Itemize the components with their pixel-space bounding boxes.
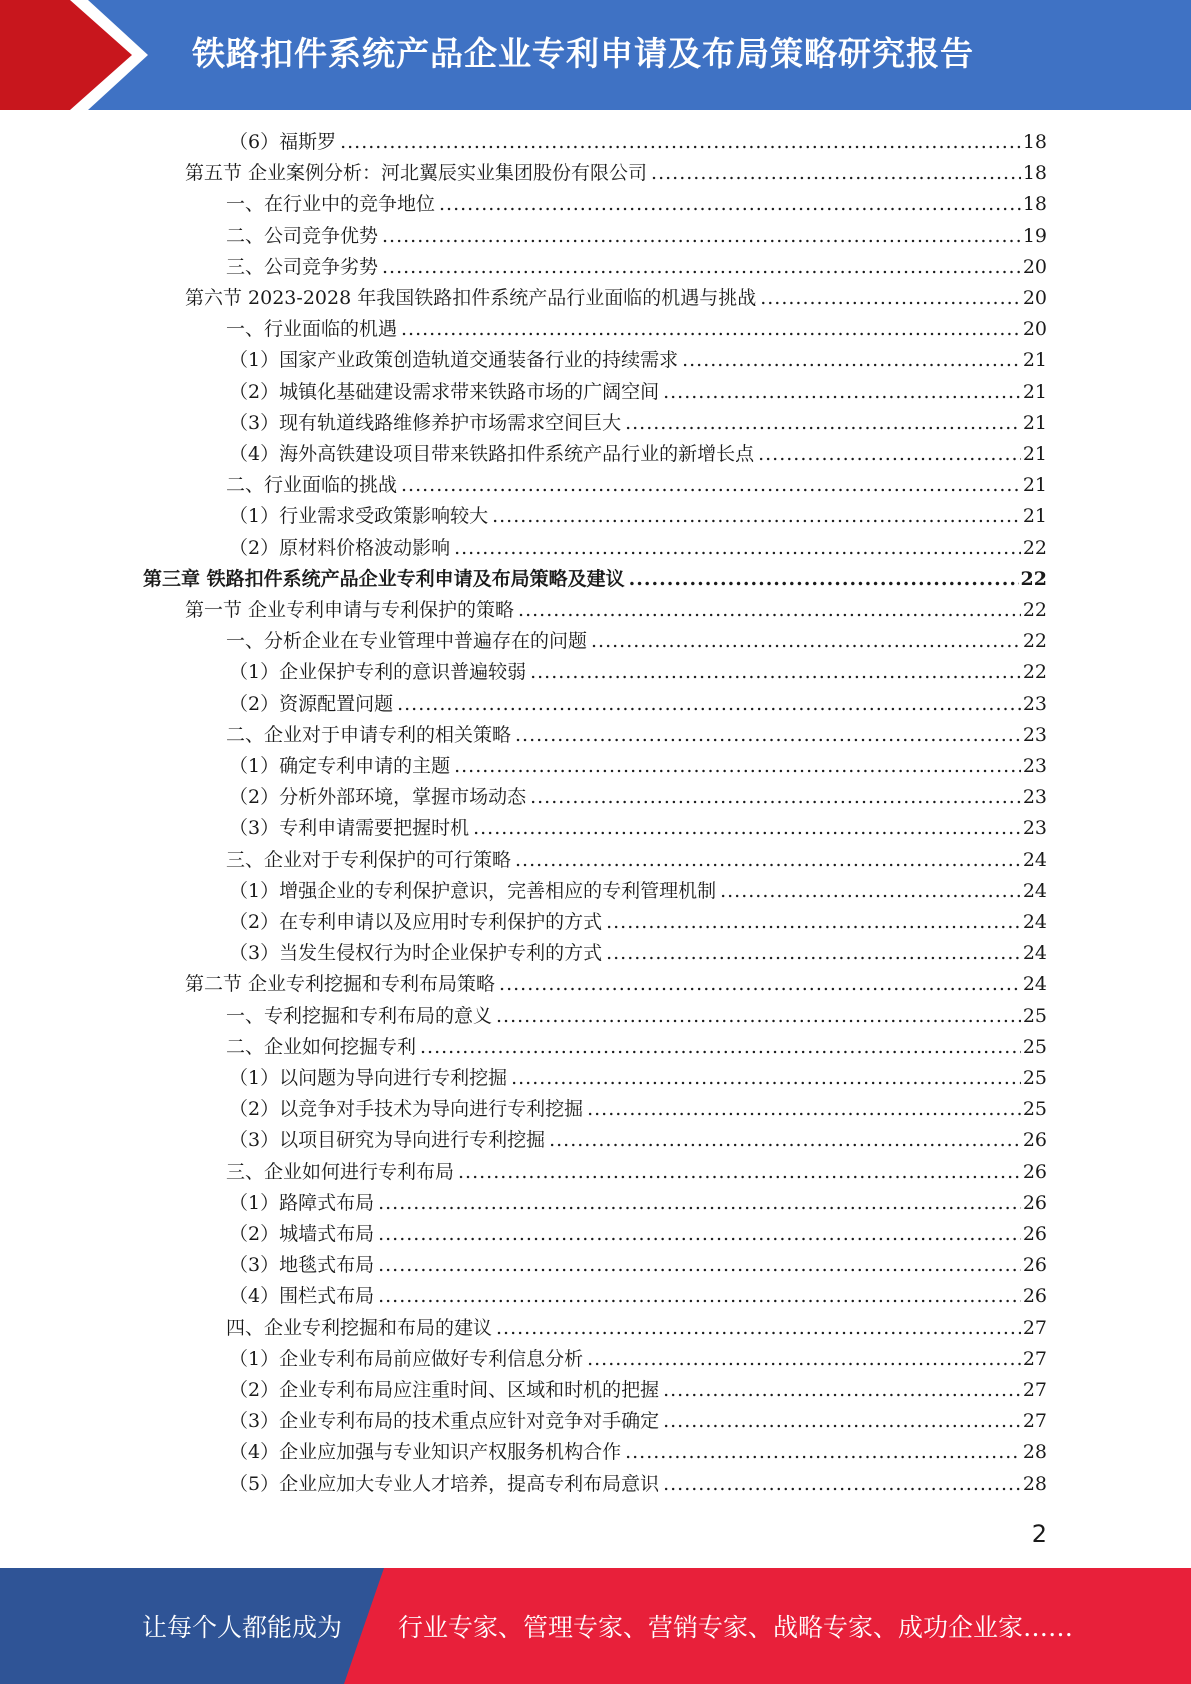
toc-entry-page: 26 bbox=[1022, 1160, 1047, 1183]
toc-entry[interactable] bbox=[229, 751, 1047, 782]
toc-entry-page: 27 bbox=[1022, 1347, 1047, 1370]
toc-entry-title: 二、企业对于申请专利的相关策略 bbox=[226, 723, 512, 746]
toc-entry-title: 二、企业如何挖掘专利 bbox=[226, 1035, 417, 1058]
toc-leader-dots bbox=[591, 626, 1021, 657]
toc-entry-page: 26 bbox=[1022, 1223, 1047, 1245]
toc-entry-page: 18 bbox=[1022, 162, 1047, 185]
toc-entry-title: 三、公司竞争劣势 bbox=[226, 255, 379, 278]
toc-entry-page: 21 bbox=[1022, 443, 1047, 465]
toc-entry-title: （3）企业专利布局的技术重点应针对竞争对手确定 bbox=[229, 1410, 660, 1433]
toc-entry-page: 21 bbox=[1022, 474, 1047, 497]
toc-entry-page: 21 bbox=[1022, 505, 1047, 528]
toc-entry-title: （4）海外高铁建设项目带来铁路扣件系统产品行业的新增长点 bbox=[229, 443, 755, 465]
toc-leader-dots bbox=[682, 345, 1021, 376]
toc-entry[interactable] bbox=[229, 1219, 1047, 1250]
toc-leader-dots bbox=[458, 1157, 1021, 1188]
toc-leader-dots bbox=[382, 221, 1021, 252]
toc-entry-title: （1）企业专利布局前应做好专利信息分析 bbox=[229, 1347, 584, 1370]
toc-entry[interactable] bbox=[229, 1375, 1047, 1406]
toc-entry-page: 22 bbox=[1022, 661, 1047, 684]
page-number: 2 bbox=[1031, 1520, 1047, 1548]
toc-entry-title: （2）资源配置问题 bbox=[229, 692, 394, 715]
toc-entry-title: （2）城墙式布局 bbox=[229, 1223, 375, 1245]
toc-leader-dots bbox=[629, 564, 1019, 595]
toc-entry-page: 23 bbox=[1022, 755, 1047, 777]
toc-entry-title: （2）在专利申请以及应用时专利保护的方式 bbox=[229, 911, 603, 933]
toc-entry-title: （3）专利申请需要把握时机 bbox=[229, 817, 470, 840]
toc-leader-dots bbox=[651, 158, 1021, 189]
toc-entry[interactable] bbox=[226, 189, 1047, 220]
toc-entry-title: 第一节 企业专利申请与专利保护的策略 bbox=[185, 599, 515, 621]
toc-entry[interactable] bbox=[229, 377, 1047, 408]
toc-entry[interactable] bbox=[226, 1313, 1047, 1344]
toc-entry-title: （2）企业专利布局应注重时间、区域和时机的把握 bbox=[229, 1379, 660, 1401]
footer-slogan-left: 让每个人都能成为 bbox=[142, 1613, 343, 1642]
toc-entry-title: 二、行业面临的挑战 bbox=[226, 474, 398, 497]
toc-entry-title: （2）城镇化基础建设需求带来铁路市场的广阔空间 bbox=[229, 380, 660, 403]
toc-entry[interactable] bbox=[229, 1406, 1047, 1437]
toc-entry-page: 25 bbox=[1022, 1098, 1047, 1121]
toc-leader-dots bbox=[496, 1001, 1021, 1032]
toc-entry[interactable] bbox=[229, 1094, 1047, 1125]
toc-entry[interactable] bbox=[229, 1281, 1047, 1312]
toc-leader-dots bbox=[760, 283, 1021, 314]
footer-slogan-right: 行业专家、管理专家、营销专家、战略专家、成功企业家…… bbox=[398, 1613, 1074, 1642]
toc-entry[interactable] bbox=[229, 1063, 1047, 1094]
toc-entry[interactable] bbox=[229, 1125, 1047, 1156]
toc-leader-dots bbox=[473, 813, 1021, 844]
toc-entry-page: 28 bbox=[1022, 1441, 1047, 1464]
toc-entry-page: 25 bbox=[1022, 1067, 1047, 1089]
toc-entry-page: 22 bbox=[1022, 630, 1047, 653]
toc-entry-title: 二、公司竞争优势 bbox=[226, 224, 379, 247]
toc-entry[interactable] bbox=[226, 1032, 1047, 1063]
toc-entry-page: 21 bbox=[1022, 411, 1047, 434]
toc-entry[interactable] bbox=[185, 158, 1047, 189]
toc-entry-page: 24 bbox=[1022, 942, 1047, 965]
toc-leader-dots bbox=[606, 938, 1021, 969]
toc-leader-dots bbox=[515, 845, 1021, 876]
toc-entry-page: 20 bbox=[1022, 255, 1047, 278]
toc-leader-dots bbox=[625, 1437, 1021, 1468]
toc-leader-dots bbox=[663, 1375, 1021, 1406]
toc-entry-page: 18 bbox=[1022, 193, 1047, 216]
toc-entry[interactable] bbox=[229, 439, 1047, 470]
toc-entry-page: 23 bbox=[1022, 692, 1047, 715]
toc-entry-title: （1）以问题为导向进行专利挖掘 bbox=[229, 1067, 508, 1089]
toc-leader-dots bbox=[549, 1125, 1021, 1156]
page-header bbox=[0, 0, 1191, 110]
toc-entry-title: （5）企业应加大专业人才培养，提高专利布局意识 bbox=[229, 1472, 660, 1495]
toc-leader-dots bbox=[340, 127, 1021, 158]
toc-leader-dots bbox=[496, 1313, 1021, 1344]
toc-entry[interactable] bbox=[229, 533, 1047, 564]
toc-entry-page: 20 bbox=[1022, 287, 1047, 309]
toc-leader-dots bbox=[492, 501, 1021, 532]
toc-entry-page: 26 bbox=[1022, 1285, 1047, 1308]
toc-entry-title: 一、分析企业在专业管理中普遍存在的问题 bbox=[226, 630, 588, 653]
toc-entry-title: （2）分析外部环境，掌握市场动态 bbox=[229, 786, 527, 809]
toc-entry-title: （3）以项目研究为导向进行专利挖掘 bbox=[229, 1129, 546, 1152]
toc-entry-page: 27 bbox=[1022, 1379, 1047, 1401]
toc-leader-dots bbox=[663, 377, 1021, 408]
toc-entry-title: （2）以竞争对手技术为导向进行专利挖掘 bbox=[229, 1098, 584, 1121]
toc-leader-dots bbox=[606, 907, 1021, 938]
toc-leader-dots bbox=[587, 1094, 1021, 1125]
toc-entry-page: 26 bbox=[1022, 1191, 1047, 1214]
toc-entry-page: 27 bbox=[1022, 1410, 1047, 1433]
toc-leader-dots bbox=[378, 1219, 1021, 1250]
toc-leader-dots bbox=[625, 408, 1021, 439]
toc-entry-title: 四、企业专利挖掘和布局的建议 bbox=[226, 1316, 493, 1339]
toc-entry-title: （1）增强企业的专利保护意识，完善相应的专利管理机制 bbox=[229, 879, 717, 902]
toc-leader-dots bbox=[378, 1281, 1021, 1312]
toc-entry-title: 第三章 铁路扣件系统产品企业专利申请及布局策略及建议 bbox=[143, 567, 625, 590]
toc-entry-title: （3）地毯式布局 bbox=[229, 1254, 375, 1277]
toc-leader-dots bbox=[530, 782, 1021, 813]
toc-leader-dots bbox=[720, 876, 1021, 907]
toc-entry[interactable] bbox=[229, 1437, 1047, 1468]
toc-entry-page: 21 bbox=[1022, 349, 1047, 372]
toc-entry-title: 三、企业对于专利保护的可行策略 bbox=[226, 848, 512, 871]
toc-entry-page: 19 bbox=[1022, 224, 1047, 247]
header-arrow-icon bbox=[0, 0, 160, 110]
toc-entry-title: （1）路障式布局 bbox=[229, 1191, 375, 1214]
toc-entry[interactable] bbox=[226, 470, 1047, 501]
toc-leader-dots bbox=[663, 1406, 1021, 1437]
toc-leader-dots bbox=[401, 470, 1021, 501]
toc-leader-dots bbox=[511, 1063, 1021, 1094]
toc-leader-dots bbox=[663, 1469, 1021, 1500]
toc-entry[interactable] bbox=[229, 501, 1047, 532]
toc-entry-page: 22 bbox=[1022, 599, 1047, 621]
toc-leader-dots bbox=[587, 1344, 1021, 1375]
toc-entry-title: （1）确定专利申请的主题 bbox=[229, 755, 451, 777]
toc-entry-page: 20 bbox=[1022, 318, 1047, 341]
toc-leader-dots bbox=[397, 689, 1021, 720]
toc-entry-page: 26 bbox=[1022, 1254, 1047, 1277]
toc-entry[interactable] bbox=[185, 595, 1047, 626]
toc-entry[interactable] bbox=[226, 314, 1047, 345]
toc-entry-title: 三、企业如何进行专利布局 bbox=[226, 1160, 455, 1183]
toc-entry-title: （3）当发生侵权行为时企业保护专利的方式 bbox=[229, 942, 603, 965]
toc-entry-page: 22 bbox=[1022, 536, 1047, 559]
toc-entry-title: 第五节 企业案例分析：河北翼辰实业集团股份有限公司 bbox=[185, 162, 648, 185]
toc-leader-dots bbox=[499, 969, 1021, 1000]
toc-entry-page: 22 bbox=[1020, 567, 1047, 590]
toc-leader-dots bbox=[454, 751, 1021, 782]
toc-entry[interactable] bbox=[226, 845, 1047, 876]
toc-entry[interactable] bbox=[229, 907, 1047, 938]
toc-leader-dots bbox=[758, 439, 1021, 470]
toc-entry-page: 18 bbox=[1022, 131, 1047, 153]
toc-entry-page: 27 bbox=[1022, 1316, 1047, 1339]
toc-leader-dots bbox=[530, 657, 1021, 688]
toc-entry[interactable] bbox=[226, 720, 1047, 751]
toc-leader-dots bbox=[382, 252, 1021, 283]
toc-entry[interactable] bbox=[229, 1469, 1047, 1500]
toc-entry-page: 23 bbox=[1022, 817, 1047, 840]
toc-entry[interactable] bbox=[229, 1188, 1047, 1219]
toc-leader-dots bbox=[378, 1250, 1021, 1281]
toc-entry-page: 24 bbox=[1022, 879, 1047, 902]
toc-entry[interactable] bbox=[229, 345, 1047, 376]
toc-entry-title: （6）福斯罗 bbox=[229, 131, 337, 153]
toc-entry-page: 24 bbox=[1022, 911, 1047, 933]
toc-leader-dots bbox=[515, 720, 1021, 751]
toc-entry-title: 一、专利挖掘和专利布局的意义 bbox=[226, 1004, 493, 1027]
toc-leader-dots bbox=[439, 189, 1021, 220]
toc-leader-dots bbox=[454, 533, 1021, 564]
toc-leader-dots bbox=[420, 1032, 1021, 1063]
toc-entry-title: （4）围栏式布局 bbox=[229, 1285, 375, 1308]
toc-entry[interactable] bbox=[229, 813, 1047, 844]
toc-entry-title: 第二节 企业专利挖掘和专利布局策略 bbox=[185, 973, 496, 996]
toc-entry[interactable] bbox=[143, 564, 1047, 595]
toc-entry[interactable] bbox=[226, 626, 1047, 657]
toc-entry[interactable] bbox=[226, 252, 1047, 283]
toc-entry[interactable] bbox=[226, 221, 1047, 252]
toc-entry-title: （1）国家产业政策创造轨道交通装备行业的持续需求 bbox=[229, 349, 679, 372]
toc-entry-page: 25 bbox=[1022, 1004, 1047, 1027]
toc-entry-title: 第六节 2023-2028 年我国铁路扣件系统产品行业面临的机遇与挑战 bbox=[185, 287, 757, 309]
toc-entry[interactable] bbox=[229, 938, 1047, 969]
toc-entry-title: （4）企业应加强与专业知识产权服务机构合作 bbox=[229, 1441, 622, 1464]
toc-entry[interactable] bbox=[185, 283, 1047, 314]
toc-entry[interactable] bbox=[229, 657, 1047, 688]
toc-entry[interactable] bbox=[226, 1001, 1047, 1032]
toc-entry[interactable] bbox=[229, 689, 1047, 720]
toc-entry[interactable] bbox=[229, 408, 1047, 439]
toc-entry-title: 一、行业面临的机遇 bbox=[226, 318, 398, 341]
toc-entry[interactable] bbox=[226, 1157, 1047, 1188]
toc-entry[interactable] bbox=[229, 876, 1047, 907]
toc-entry-page: 23 bbox=[1022, 723, 1047, 746]
toc-entry-page: 23 bbox=[1022, 786, 1047, 809]
toc-leader-dots bbox=[401, 314, 1021, 345]
toc-entry-title: （2）原材料价格波动影响 bbox=[229, 536, 451, 559]
toc-entry-page: 25 bbox=[1022, 1035, 1047, 1058]
toc-entry[interactable] bbox=[229, 1344, 1047, 1375]
toc-entry[interactable] bbox=[229, 782, 1047, 813]
toc-leader-dots bbox=[518, 595, 1021, 626]
toc-entry-title: （1）企业保护专利的意识普遍较弱 bbox=[229, 661, 527, 684]
toc-leader-dots bbox=[378, 1188, 1021, 1219]
toc-entry-page: 28 bbox=[1022, 1472, 1047, 1495]
toc-entry-title: （1）行业需求受政策影响较大 bbox=[229, 505, 489, 528]
toc-entry-title: （3）现有轨道线路维修养护市场需求空间巨大 bbox=[229, 411, 622, 434]
toc-entry[interactable] bbox=[185, 969, 1047, 1000]
toc-entry-page: 21 bbox=[1022, 380, 1047, 403]
toc-entry-page: 24 bbox=[1022, 973, 1047, 996]
toc-entry[interactable] bbox=[229, 127, 1047, 158]
report-title: 铁路扣件系统产品企业专利申请及布局策略研究报告 bbox=[192, 34, 974, 73]
toc-entry-page: 24 bbox=[1022, 848, 1047, 871]
toc-entry-title: 一、在行业中的竞争地位 bbox=[226, 193, 436, 216]
page-footer bbox=[0, 1568, 1191, 1684]
toc-entry-page: 26 bbox=[1022, 1129, 1047, 1152]
toc-entry[interactable] bbox=[229, 1250, 1047, 1281]
